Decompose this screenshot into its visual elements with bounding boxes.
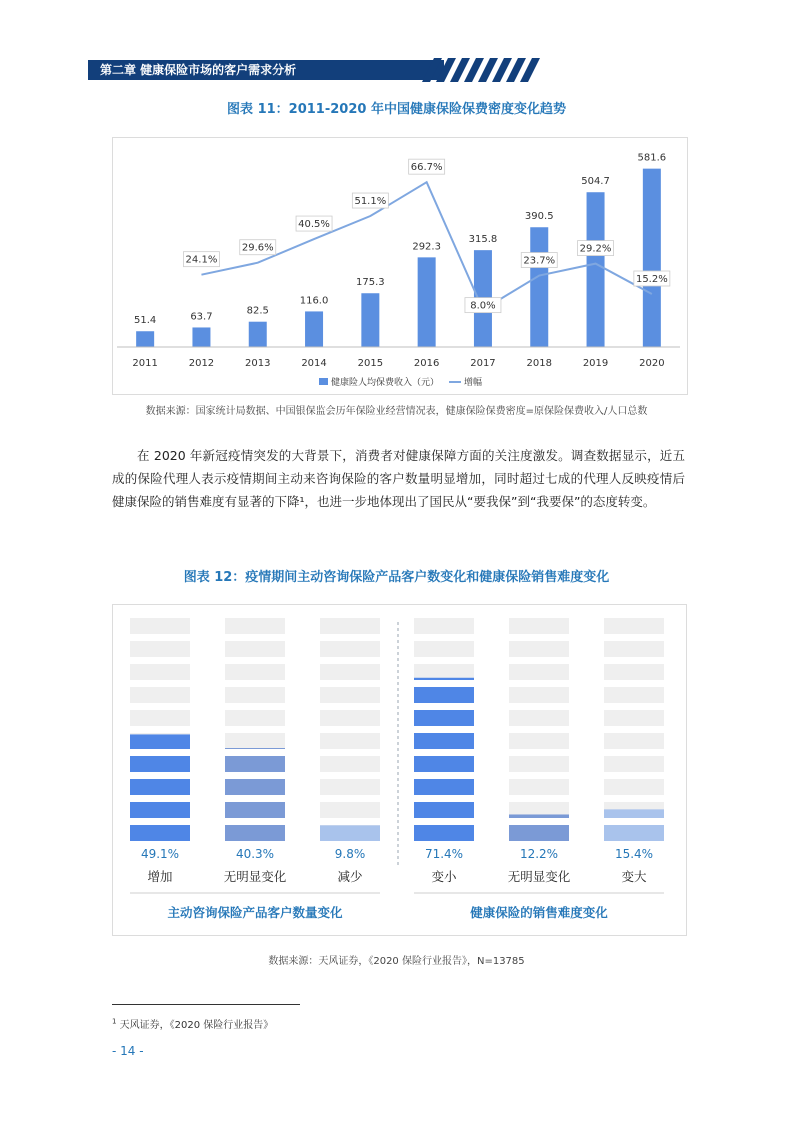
- header-stripes-decoration: [420, 58, 540, 82]
- percent-label-0-1: 40.3%: [235, 847, 275, 861]
- percent-label-0-0: 49.1%: [140, 847, 180, 861]
- x-tick-2014: 2014: [301, 358, 327, 369]
- group-title-0: 主动咨询保险产品客户数量变化: [167, 905, 343, 920]
- figure11-title: 图表 11：2011-2020 年中国健康保险保费密度变化趋势: [227, 102, 566, 117]
- bar-label-2011: 51.4: [134, 315, 157, 327]
- growth-label-2017: 8.0%: [470, 300, 496, 312]
- figure11-source: 数据来源：国家统计局数据、中国银保监会历年保险业经营情况表，健康保险保费密度=原保险保费收入/人口总数: [145, 406, 648, 417]
- figure12-source: 数据来源：天风证券，《2020 保险行业报告》，N=13785: [268, 956, 525, 967]
- block-bg-1-2-3: [604, 756, 664, 772]
- block-bg-1-0-8: [414, 641, 474, 657]
- block-fill-1-0-1: [414, 802, 474, 818]
- bar-2011: [136, 331, 154, 347]
- block-bg-1-1-7: [509, 664, 569, 680]
- block-bg-0-1-8: [225, 641, 285, 657]
- block-bg-1-1-5: [509, 710, 569, 726]
- block-fill-0-0-0: [130, 825, 190, 841]
- block-bg-0-0-7: [130, 664, 190, 680]
- chart2: [112, 604, 685, 934]
- block-fill-0-0-1: [130, 802, 190, 818]
- bar-2018: [530, 227, 548, 347]
- growth-label-2018: 23.7%: [523, 255, 556, 267]
- growth-label-2016: 66.7%: [410, 162, 443, 174]
- block-bg-0-1-5: [225, 710, 285, 726]
- bar-2020: [643, 169, 661, 347]
- chart1: [112, 137, 686, 393]
- block-bg-1-2-5: [604, 710, 664, 726]
- growth-label-2013: 29.6%: [241, 242, 274, 254]
- block-fill-0-0-2: [130, 779, 190, 795]
- block-bg-1-2-6: [604, 687, 664, 703]
- x-tick-2020: 2020: [639, 358, 665, 369]
- block-fill-1-0-4: [414, 733, 474, 749]
- percent-label-0-2: 9.8%: [334, 847, 366, 861]
- block-fill-0-1-0: [225, 825, 285, 841]
- block-bg-0-2-8: [320, 641, 380, 657]
- block-bg-1-2-7: [604, 664, 664, 680]
- bar-label-2019: 504.7: [581, 176, 610, 188]
- block-bg-0-2-1: [320, 802, 380, 818]
- growth-label-2015: 51.1%: [354, 196, 387, 208]
- block-bg-0-2-5: [320, 710, 380, 726]
- block-fill-0-1-2: [225, 779, 285, 795]
- block-bg-1-2-4: [604, 733, 664, 749]
- bar-label-2015: 175.3: [356, 277, 385, 289]
- block-bg-0-1-7: [225, 664, 285, 680]
- block-fill-1-1-0: [509, 825, 569, 841]
- x-tick-2012: 2012: [188, 358, 215, 369]
- growth-label-2020: 15.2%: [635, 273, 668, 285]
- x-tick-2016: 2016: [413, 358, 440, 369]
- footnote-text: 天风证券，《2020 保险行业报告》: [119, 1020, 274, 1031]
- block-bg-0-2-4: [320, 733, 380, 749]
- growth-label-2019: 29.2%: [579, 243, 612, 255]
- block-bg-1-2-8: [604, 641, 664, 657]
- block-bg-0-0-8: [130, 641, 190, 657]
- category-label-0-0: 增加: [147, 869, 173, 884]
- block-fill-0-1-1: [225, 802, 285, 818]
- bar-label-2013: 82.5: [246, 305, 269, 317]
- category-label-1-1: 无明显变化: [507, 869, 571, 884]
- block-bg-1-1-3: [509, 756, 569, 772]
- bar-label-2016: 292.3: [412, 241, 441, 253]
- block-bg-0-2-7: [320, 664, 380, 680]
- bar-label-2018: 390.5: [524, 211, 554, 223]
- category-label-0-2: 减少: [337, 869, 363, 884]
- block-fill-0-0-4: [130, 734, 190, 749]
- block-fill-1-0-5: [414, 710, 474, 726]
- x-tick-2011: 2011: [132, 358, 158, 369]
- block-fill-0-0-3: [130, 756, 190, 772]
- block-bg-1-1-2: [509, 779, 569, 795]
- block-fill-1-2-1: [604, 809, 664, 818]
- legend-bar-label: 健康险人均保费收入（元）: [331, 378, 440, 388]
- group-title-1: 健康保险的销售难度变化: [470, 905, 608, 920]
- bar-2015: [361, 293, 379, 347]
- bar-label-2014: 116.0: [299, 295, 329, 307]
- block-bg-1-2-9: [604, 618, 664, 634]
- footnote-rule: [112, 1004, 300, 1005]
- block-fill-0-2-0: [320, 825, 380, 841]
- block-bg-0-2-9: [320, 618, 380, 634]
- block-bg-0-2-2: [320, 779, 380, 795]
- bar-2012: [192, 327, 210, 347]
- footnote-marker: 1: [112, 1017, 117, 1026]
- bar-label-2020: 581.6: [637, 152, 667, 164]
- block-bg-1-0-7: [414, 664, 474, 680]
- figure12-title: 图表 12：疫情期间主动咨询保险产品客户数变化和健康保险销售难度变化: [183, 570, 610, 585]
- bar-2019: [587, 192, 605, 347]
- block-bg-0-1-6: [225, 687, 285, 703]
- block-bg-1-1-9: [509, 618, 569, 634]
- bar-2016: [418, 257, 436, 347]
- block-fill-1-1-1: [509, 814, 569, 818]
- block-bg-0-0-9: [130, 618, 190, 634]
- body-paragraph: [112, 444, 685, 513]
- block-bg-0-1-9: [225, 618, 285, 634]
- percent-label-1-1: 12.2%: [519, 847, 559, 861]
- block-bg-0-1-4: [225, 733, 285, 749]
- page-number: - 14 -: [112, 1044, 144, 1058]
- legend-bar-swatch: [319, 378, 328, 385]
- category-label-0-1: 无明显变化: [223, 869, 287, 884]
- x-tick-2015: 2015: [357, 358, 384, 369]
- chapter-title: 第二章 健康保险市场的客户需求分析: [100, 63, 297, 77]
- block-fill-1-0-7: [414, 678, 474, 680]
- category-label-1-2: 变大: [621, 869, 647, 884]
- block-bg-0-0-6: [130, 687, 190, 703]
- block-fill-1-0-0: [414, 825, 474, 841]
- x-tick-2013: 2013: [245, 358, 271, 369]
- x-tick-2019: 2019: [582, 358, 609, 369]
- percent-label-1-2: 15.4%: [614, 847, 654, 861]
- bar-2013: [249, 322, 267, 347]
- block-bg-0-2-3: [320, 756, 380, 772]
- bar-label-2017: 315.8: [468, 234, 498, 246]
- x-tick-2017: 2017: [470, 358, 496, 369]
- block-bg-1-1-4: [509, 733, 569, 749]
- x-tick-2018: 2018: [526, 358, 552, 369]
- block-bg-1-0-9: [414, 618, 474, 634]
- growth-label-2014: 40.5%: [298, 219, 330, 231]
- block-fill-1-0-6: [414, 687, 474, 703]
- block-fill-1-0-2: [414, 779, 474, 795]
- footnote: [112, 1016, 273, 1031]
- growth-label-2012: 24.1%: [185, 254, 218, 266]
- percent-label-1-0: 71.4%: [424, 847, 464, 861]
- block-bg-0-2-6: [320, 687, 380, 703]
- block-fill-1-2-0: [604, 825, 664, 841]
- block-bg-1-2-2: [604, 779, 664, 795]
- paragraph-text: 在 2020 年新冠疫情突发的大背景下，消费者对健康保障方面的关注度激发。调查数据显示，近五成的保险代理人表示疫情期间主动来咨询保险的客户数量明显增加，同时超过七成的代理人反映疫情后健康保险的销售难度有显著的下降¹，也进一步地体现出了国民从“要我保”到“我要保”的态度转变。: [112, 448, 685, 509]
- block-fill-0-1-3: [225, 756, 285, 772]
- category-label-1-0: 变小: [431, 869, 457, 884]
- bar-2014: [305, 311, 323, 347]
- block-bg-0-0-5: [130, 710, 190, 726]
- block-fill-1-0-3: [414, 756, 474, 772]
- block-fill-0-1-4: [225, 748, 285, 749]
- bar-label-2012: 63.7: [190, 311, 213, 323]
- legend-line-label: 增幅: [464, 378, 483, 388]
- block-bg-1-1-8: [509, 641, 569, 657]
- block-bg-1-1-6: [509, 687, 569, 703]
